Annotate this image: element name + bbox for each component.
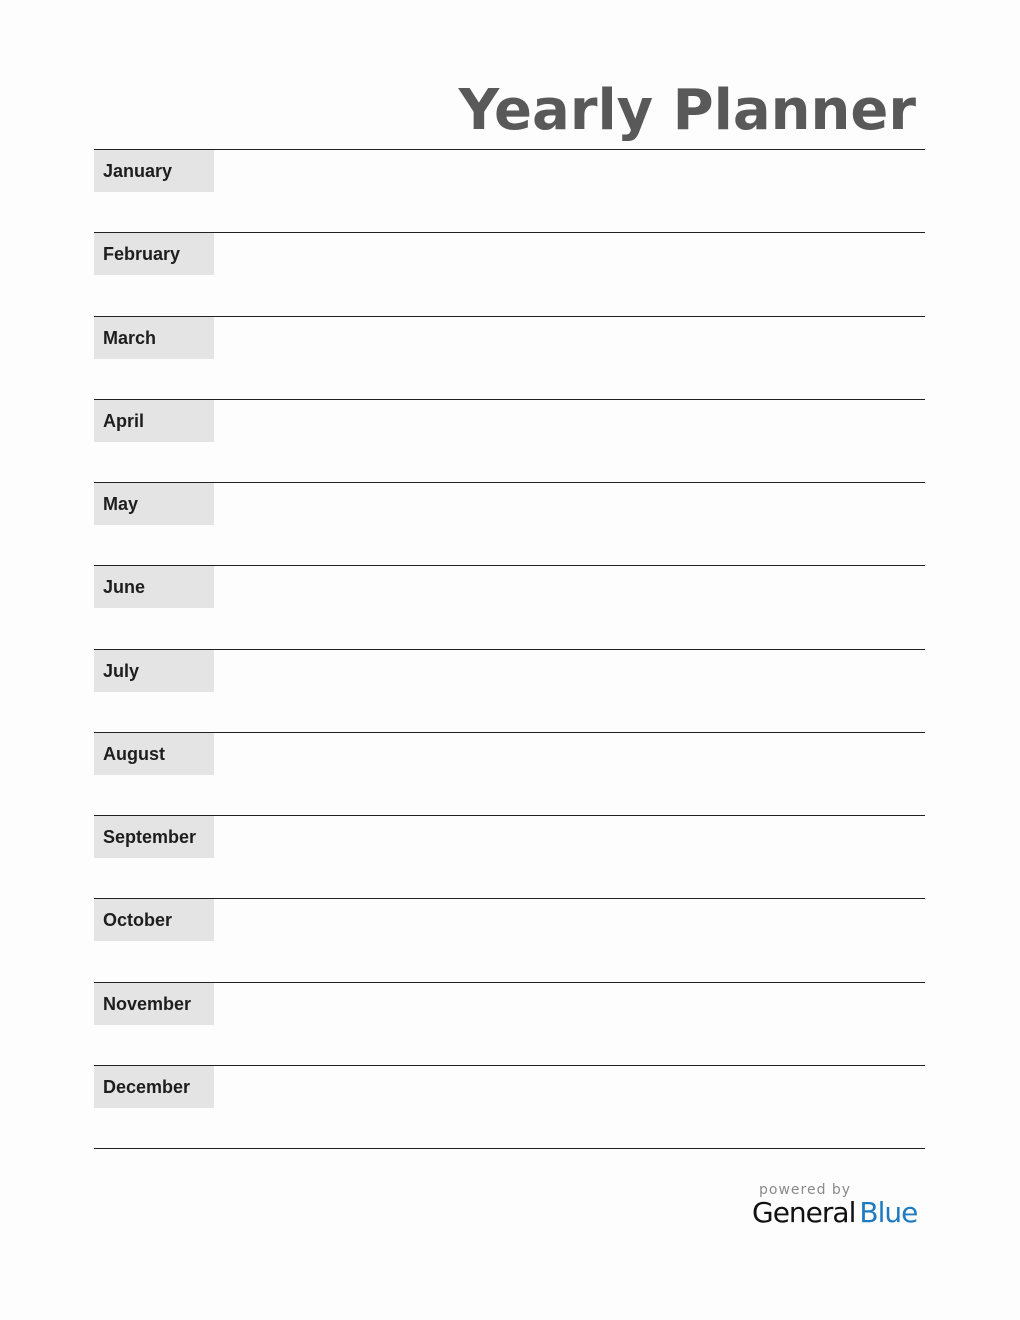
generalblue-logo bbox=[752, 1196, 918, 1229]
month-label: January bbox=[94, 150, 214, 192]
month-label: June bbox=[94, 566, 214, 608]
month-label: May bbox=[94, 483, 214, 525]
month-label: August bbox=[94, 733, 214, 775]
month-label: March bbox=[94, 317, 214, 359]
brand-blue: Blue bbox=[859, 1196, 918, 1229]
month-row-march bbox=[94, 316, 925, 399]
month-row-july bbox=[94, 649, 925, 732]
powered-by-text: powered by bbox=[759, 1182, 852, 1198]
month-label: February bbox=[94, 233, 214, 275]
month-label: November bbox=[94, 983, 214, 1025]
month-row-february bbox=[94, 232, 925, 315]
month-label: September bbox=[94, 816, 214, 858]
month-list bbox=[94, 149, 925, 1149]
page-title: Yearly Planner bbox=[458, 78, 916, 143]
month-row-april bbox=[94, 399, 925, 482]
month-row-may bbox=[94, 482, 925, 565]
brand-general: General bbox=[752, 1196, 856, 1229]
brand-footer bbox=[752, 1182, 918, 1229]
month-row-august bbox=[94, 732, 925, 815]
month-row-june bbox=[94, 565, 925, 648]
month-label: April bbox=[94, 400, 214, 442]
month-label: July bbox=[94, 650, 214, 692]
month-row-january bbox=[94, 149, 925, 232]
month-row-september bbox=[94, 815, 925, 898]
month-row-october bbox=[94, 898, 925, 981]
month-row-december bbox=[94, 1065, 925, 1149]
month-label: October bbox=[94, 899, 214, 941]
month-row-november bbox=[94, 982, 925, 1065]
month-label: December bbox=[94, 1066, 214, 1108]
